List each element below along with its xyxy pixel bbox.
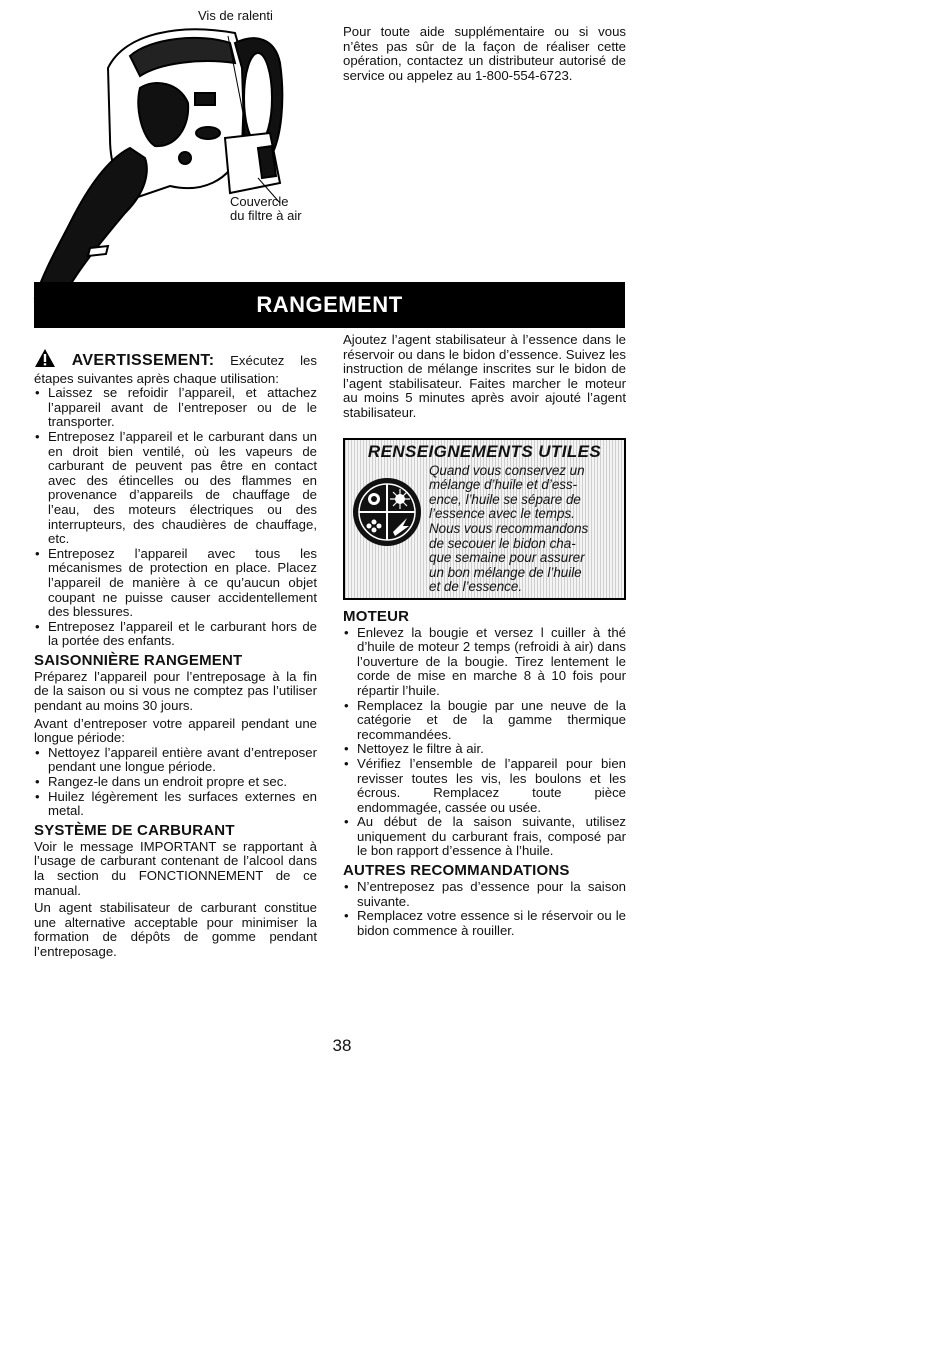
- tip-line: de secouer le bidon cha-: [429, 535, 576, 551]
- fuel-paragraph-2: Un agent stabilisateur de carburant constitue une alternative acceptable pour minimiser la formation de dépôts de gomme pendant l’entreposage.: [34, 900, 317, 959]
- useful-info-box: [343, 438, 626, 600]
- tip-line: l’essence avec le temps.: [429, 506, 575, 522]
- list-item: • Entreposez l’appareil et le carburant dans un en droit bien ventilé, où les vapeurs de carburant de peuvent pas être en contact avec des étincelles ou des flammes en provenance d’appareils de chauffage de l’eau, des moteurs électriques ou des interrupteurs, des chaudières de chauffage, etc.: [34, 430, 317, 547]
- trimmer-engine-illustration: [30, 8, 320, 308]
- tip-line: que semaine pour assurer: [429, 550, 585, 566]
- tip-line: ence, l’huile se sépare de: [429, 491, 581, 507]
- right-column: [343, 333, 626, 941]
- engine-heading: MOTEUR: [343, 607, 410, 625]
- seasonal-list: [34, 746, 317, 819]
- banner-title: RANGEMENT: [256, 292, 403, 317]
- warning-intro: Exécutez les étapes suivantes après chaque utilisation:: [34, 353, 317, 386]
- list-item: • Nettoyez l’appareil entière avant d’entreposer pendant une longue période.: [34, 746, 317, 775]
- other-list: [343, 880, 626, 938]
- list-item: • Vérifiez l’ensemble de l’appareil pour bien revisser toutes les vis, les boulons et les écrous. Remplacez toute pièce endommagée, cassée ou usée.: [343, 757, 626, 815]
- tip-line: Quand vous conservez un: [429, 462, 585, 478]
- list-item: • Huilez légèrement les surfaces externes en metal.: [34, 790, 317, 819]
- other-recommendations-heading: AUTRES RECOMMANDATIONS: [343, 862, 570, 880]
- engine-list: [343, 626, 626, 860]
- tip-line: et de l’essence.: [429, 579, 523, 595]
- warning-icon: [34, 348, 56, 372]
- list-item: • Entreposez l’appareil avec tous les mécanismes de protection en place. Placez l’appareil de manière à ce qu’aucun objet coupant ne puisse causer accidentellement des blessures.: [34, 547, 317, 620]
- list-item: • Au début de la saison suivante, utilisez uniquement du carburant frais, composé par le bon rapport d’essence à l’huile.: [343, 815, 626, 859]
- air-filter-cover-label-line1: Couvercle: [230, 194, 289, 209]
- list-item: • Laissez se refoidir l’appareil, et attachez l’appareil avant de l’entreposer ou de le transporter.: [34, 386, 317, 430]
- warning-title: AVERTISSEMENT:: [71, 352, 215, 369]
- list-item: • N’entreposez pas d’essence pour la saison suivante.: [343, 880, 626, 909]
- warning-list: [34, 386, 317, 649]
- tips-emblem-icon: [351, 476, 423, 553]
- help-note: Pour toute aide supplémentaire ou si vous n’êtes pas sûr de la façon de réaliser cette opération, contactez un distributeur autorisé de service ou appelez au 1-800-554-6723.: [343, 24, 626, 83]
- section-banner: [34, 282, 625, 328]
- tip-line: un bon mélange de l’huile: [429, 564, 582, 580]
- list-item: • Enlevez la bougie et versez l cuiller à thé d’huile de moteur 2 temps (refroidi à air) dans l’ouverture de la bougie. Tirez lentement le corde de mise en marche 8 à 10 fois pour répartir l’huile.: [343, 626, 626, 699]
- page-number: 38: [332, 1036, 352, 1055]
- list-item: • Remplacez la bougie par une neuve de la catégorie et de la gamme thermique recommandées.: [343, 699, 626, 743]
- list-item: • Rangez-le dans un endroit propre et sec.: [34, 775, 317, 790]
- idle-screw-label: Vis de ralenti: [198, 8, 273, 23]
- list-item: • Remplacez votre essence si le réservoir ou le bidon commence à rouiller.: [343, 909, 626, 938]
- left-column: [34, 348, 317, 963]
- fuel-paragraph-1: Voir le message IMPORTANT se rapportant à l’usage de carburant contenant de l’alcool dans la section du FONCTIONNEMENT de ce manual.: [34, 838, 317, 898]
- warning-block: [34, 348, 317, 386]
- stabilizer-paragraph: Ajoutez l’agent stabilisateur à l’essence dans le réservoir ou dans le bidon d’essence. Suivez les instruction de mélange inscrites sur le bidon de l’agent stabilisateur. Faites marcher le moteur au moins 5 minutes après avoir ajouté l’agent stabilisateur.: [343, 332, 626, 420]
- fuel-system-heading: SYSTÈME DE CARBURANT: [34, 821, 235, 839]
- list-item: • Nettoyez le filtre à air.: [343, 742, 626, 757]
- tip-line: mélange d’huile et d’ess-: [429, 477, 578, 493]
- useful-info-title: RENSEIGNEMENTS UTILES: [367, 441, 602, 461]
- seasonal-paragraph-2: Avant d’entreposer votre appareil pendant une longue période:: [34, 715, 317, 746]
- air-filter-cover-label: [230, 195, 302, 223]
- seasonal-storage-heading: SAISONNIÈRE RANGEMENT: [34, 651, 243, 669]
- useful-info-text: [429, 464, 607, 595]
- air-filter-cover-label-line2: du filtre à air: [230, 208, 302, 223]
- seasonal-paragraph-1: Préparez l’appareil pour l’entreposage à la fin de la saison ou si vous ne comptez pas l’utiliser pendant au moins 30 jours.: [34, 668, 317, 714]
- list-item: • Entreposez l’appareil et le carburant hors de la portée des enfants.: [34, 620, 317, 649]
- tip-line: Nous vous recommandons: [429, 520, 589, 536]
